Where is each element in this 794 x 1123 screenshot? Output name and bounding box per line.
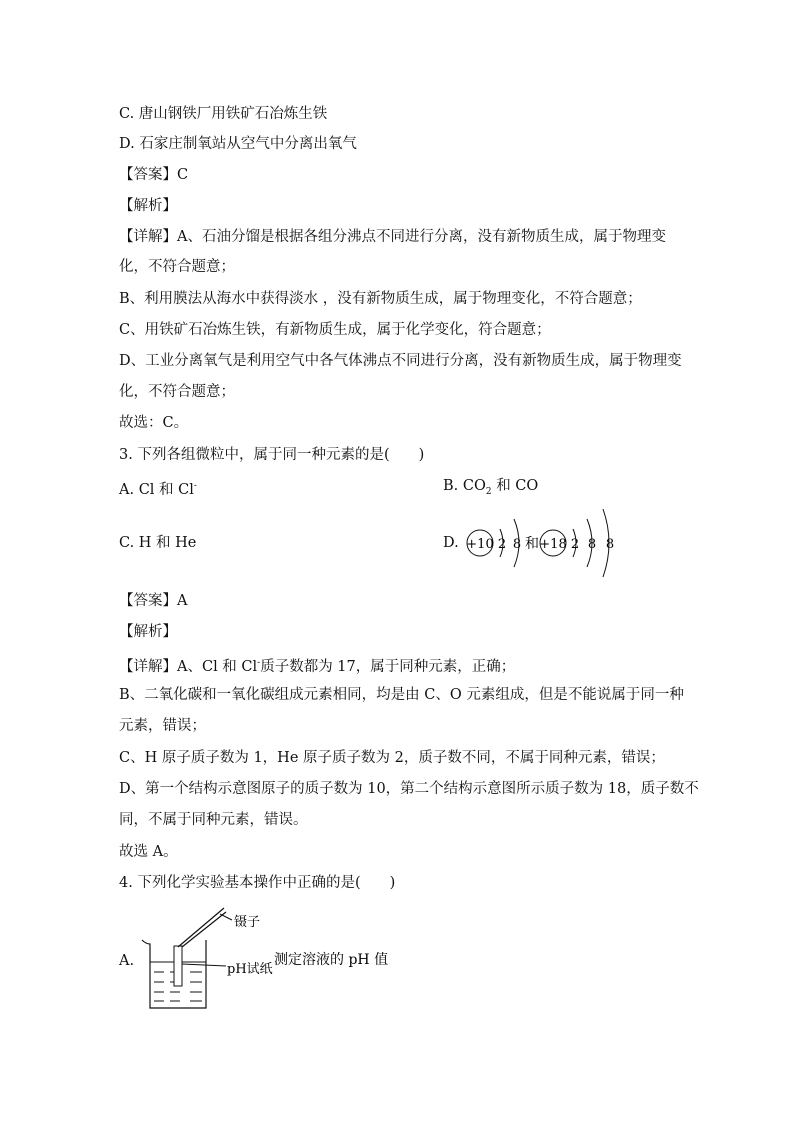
q2-analysis-heading: 【解析】 [119, 198, 177, 214]
shell-electrons-1-2: 8 [512, 537, 522, 552]
q3-option-b-suffix: 和 CO [491, 478, 539, 494]
shell-electrons-2-3: 8 [605, 537, 615, 552]
q2-option-d: D. 石家庄制氧站从空气中分离出氧气 [119, 136, 357, 152]
q3-detail-3: C、H 原子质子数为 1，He 原子质子数为 2，质子数不同，不属于同种元素，错误； [119, 750, 665, 766]
q2-detail-4b: 化，不符合题意； [119, 384, 235, 400]
ph-paper-leader [182, 964, 226, 966]
ph-test-figure [140, 900, 400, 1012]
ph-paper-strip [174, 946, 182, 986]
shell-electrons-2-1: 2 [570, 537, 580, 552]
q3-detail-4a: D、第一个结构示意图原子的质子数为 10，第二个结构示意图所示质子数为 18，质子数不 [119, 781, 699, 797]
q3-option-d-label: D. [443, 535, 459, 551]
q3-option-a-text: A. Cl 和 Cl [119, 481, 194, 498]
q3-conclusion: 故选 A。 [119, 844, 178, 860]
q2-detail-3: C、用铁矿石冶炼生铁，有新物质生成，属于化学变化，符合题意； [119, 322, 551, 338]
q3-option-b-sub: 2 [485, 486, 492, 497]
q2-answer: 【答案】C [119, 167, 189, 183]
q3-option-a-sup: - [193, 481, 197, 491]
q2-detail-4a: D、工业分离氧气是利用空气中各气体沸点不同进行分离，没有新物质生成，属于物理变 [119, 353, 682, 369]
q3-detail-1 [119, 653, 515, 677]
q2-detail-1b: 化，不符合题意； [119, 259, 235, 275]
shell-electrons-2-2: 8 [587, 537, 597, 552]
q3-analysis-heading: 【解析】 [119, 624, 177, 640]
q3-option-c: C. H 和 He [119, 535, 197, 551]
q2-option-c: C. 唐山钢铁厂用铁矿石冶炼生铁 [119, 106, 328, 122]
q3-option-b [443, 476, 538, 502]
q3-detail-1-suffix: 质子数都为 17，属于同种元素，正确； [260, 658, 516, 675]
q2-detail-1a: 【详解】A、石油分馏是根据各组分沸点不同进行分离，没有新物质生成，属于物理变 [119, 229, 666, 245]
q3-stem: 3. 下列各组微粒中，属于同一种元素的是( ) [119, 447, 425, 463]
tweezers-label: 镊子 [234, 915, 261, 930]
q3-option-b-text: B. CO [443, 478, 486, 494]
diagram-connector: 和 [525, 536, 539, 552]
q3-detail-4b: 同，不属于同种元素，错误。 [119, 812, 308, 828]
shell-electrons-1-1: 2 [497, 537, 507, 552]
q4-stem: 4. 下列化学实验基本操作中正确的是( ) [119, 875, 396, 891]
q2-detail-2: B、利用膜法从海水中获得淡水 ，没有新物质生成，属于物理变化，不符合题意； [119, 291, 642, 307]
q3-detail-2a: B、二氧化碳和一氧化碳组成元素相同，均是由 C、O 元素组成，但是不能说属于同一种 [119, 687, 684, 703]
nucleus-label-1: +10 [466, 537, 494, 552]
tweezers [178, 908, 226, 947]
q3-answer: 【答案】A [119, 593, 188, 609]
q2-conclusion: 故选：C。 [119, 415, 189, 431]
figure-caption: 测定溶液的 pH 值 [274, 952, 389, 968]
atomic-structure-diagram [460, 505, 630, 585]
ph-paper-label: pH试纸 [227, 962, 273, 977]
q3-detail-2b: 元素，错误； [119, 718, 206, 734]
q3-option-a [119, 476, 197, 500]
nucleus-label-2: +18 [539, 537, 567, 552]
tweezers-leader [220, 914, 232, 920]
q4-option-a-label: A. [119, 953, 135, 969]
q3-detail-1-text: 【详解】A、Cl 和 Cl [119, 658, 258, 675]
q3-detail-1-sup: - [257, 658, 261, 668]
